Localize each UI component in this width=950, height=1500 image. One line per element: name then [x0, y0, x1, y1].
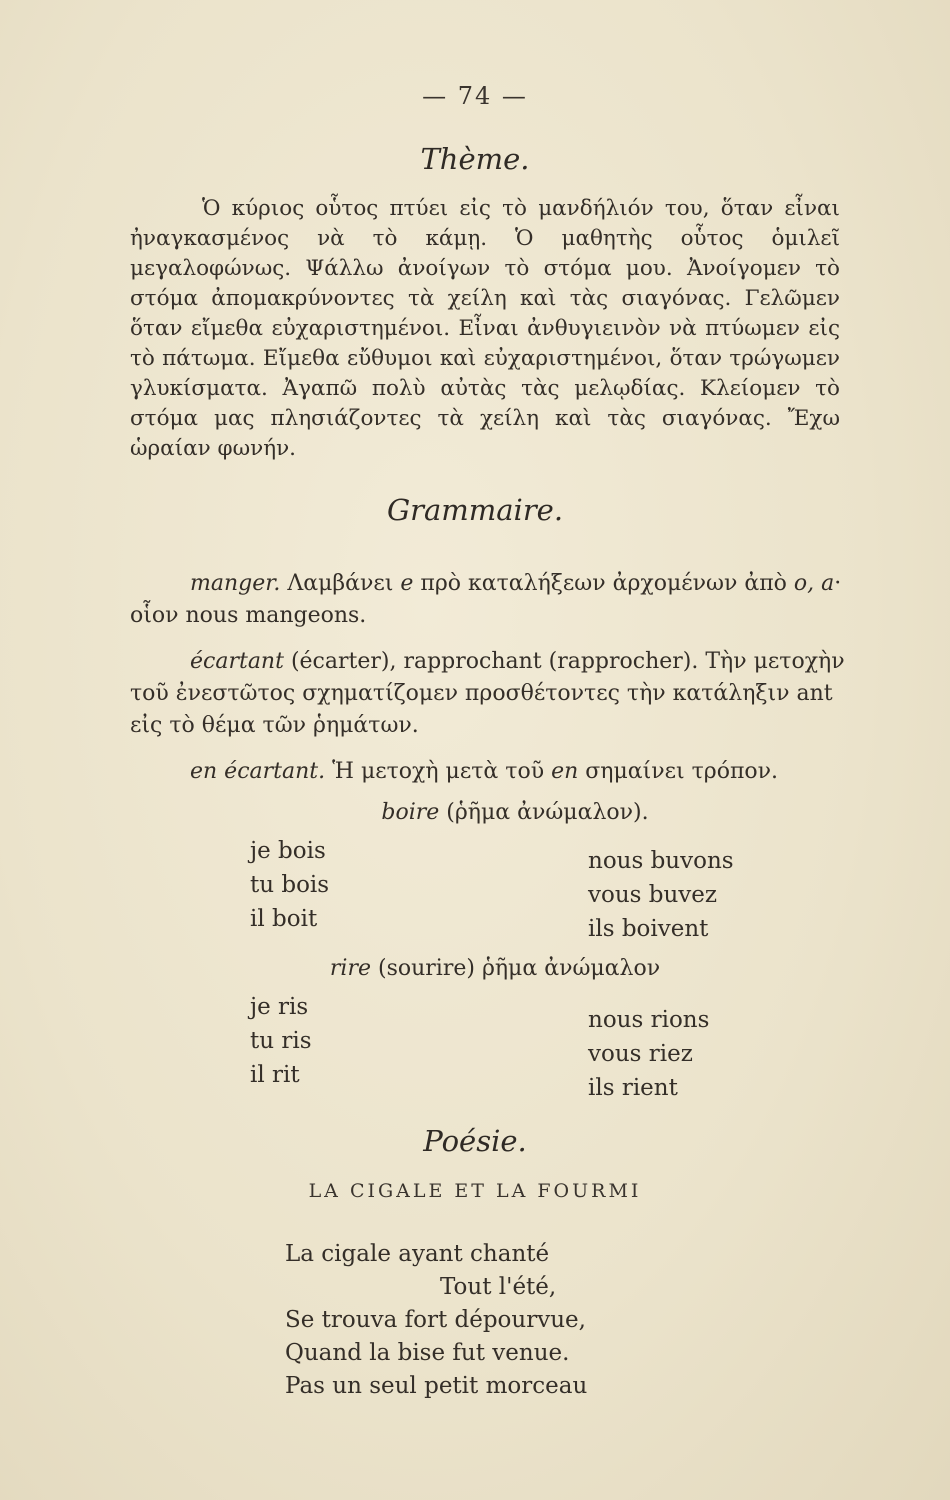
poem-line: Quand la bise fut venue.	[285, 1340, 570, 1366]
grammaire-heading: Grammaire.	[386, 493, 564, 527]
theme-section	[130, 194, 840, 464]
boire-singular	[250, 834, 329, 936]
poem-text	[285, 1238, 587, 1403]
rire-plural	[588, 1003, 709, 1105]
conjugation-form: il boit	[250, 906, 318, 932]
conjugation-form: tu ris	[250, 1028, 312, 1054]
conjugation-form: je bois	[250, 838, 326, 864]
grammaire-section	[130, 568, 850, 802]
boire-title: boire (ῥῆμα ἀνώμαλον).	[381, 800, 649, 825]
grammar-note-manger: manger. Λαμβάνει e πρὸ καταλήξεων ἀρχομένων ἀπὸ o, a· οἷον nous mangeons.	[130, 571, 842, 628]
rire-singular	[250, 990, 312, 1092]
poem-line: Pas un seul petit morceau	[285, 1373, 588, 1399]
conjugation-form: je ris	[250, 994, 309, 1020]
term-manger: manger.	[190, 571, 281, 596]
poem-line: Tout l'été,	[440, 1274, 557, 1300]
grammar-note-en-ecartant: en écartant. Ἡ μετοχὴ μετὰ τοῦ en σημαίνει τρόπον.	[190, 759, 779, 784]
boire-plural	[588, 844, 734, 946]
conjugation-form: ils boivent	[588, 916, 709, 942]
rire-title: rire (sourire) ῥῆμα ἀνώμαλον	[329, 956, 661, 981]
poem-line: Se trouva fort dépourvue,	[285, 1307, 586, 1333]
term-en-ecartant: en écartant.	[190, 759, 326, 784]
conjugation-form: nous buvons	[588, 848, 734, 874]
conjugation-form: tu bois	[250, 872, 330, 898]
grammar-note-ecartant: écartant (écarter), rapprochant (rapprocher). Τὴν μετοχὴν τοῦ ἐνεστῶτος σχηματίζομεν προσθέτοντες τὴν κατάληξιν ant εἰς τὸ θέμα τῶν ῥημάτων.	[130, 649, 845, 738]
conjugation-form: il rit	[250, 1062, 300, 1088]
conjugation-form: nous rions	[588, 1007, 710, 1033]
poem-line: La cigale ayant chanté	[285, 1241, 550, 1267]
term-ecartant: écartant	[190, 649, 284, 674]
page-number: — 74 —	[422, 82, 528, 110]
conjugation-form: vous buvez	[588, 882, 718, 908]
conjugation-form: vous riez	[588, 1041, 693, 1067]
poem-title: LA CIGALE ET LA FOURMI	[308, 1180, 642, 1202]
theme-paragraph: Ὁ κύριος οὗτος πτύει εἰς τὸ μανδήλιόν του, ὅταν εἶναι ἠναγκασμένος νὰ τὸ κάμῃ. Ὁ μαθητὴς οὗτος ὁμιλεῖ μεγαλοφώνως. Ψάλλω ἀνοίγων τὸ στόμα μου. Ἀνοίγομεν τὸ στόμα ἀπομακρύνοντες τὰ χείλη καὶ τὰς σιαγόνας. Γελῶμεν ὅταν εἴμεθα εὐχαριστημένοι. Εἶναι ἀνθυγιεινὸν νὰ πτύωμεν εἰς τὸ πάτωμα. Εἴμεθα εὔθυμοι καὶ εὐχαριστημένοι, ὅταν τρώγωμεν γλυκίσματα. Ἀγαπῶ πολὺ αὐτὰς τὰς μελῳδίας. Κλείομεν τὸ στόμα μας πλησιάζοντες τὰ χείλη καὶ τὰς σιαγόνας. Ἔχω ὡραίαν φωνήν.	[130, 196, 840, 461]
poesie-heading: Poésie.	[423, 1124, 527, 1158]
theme-heading: Thème.	[420, 142, 530, 176]
conjugation-form: ils rient	[588, 1075, 678, 1101]
